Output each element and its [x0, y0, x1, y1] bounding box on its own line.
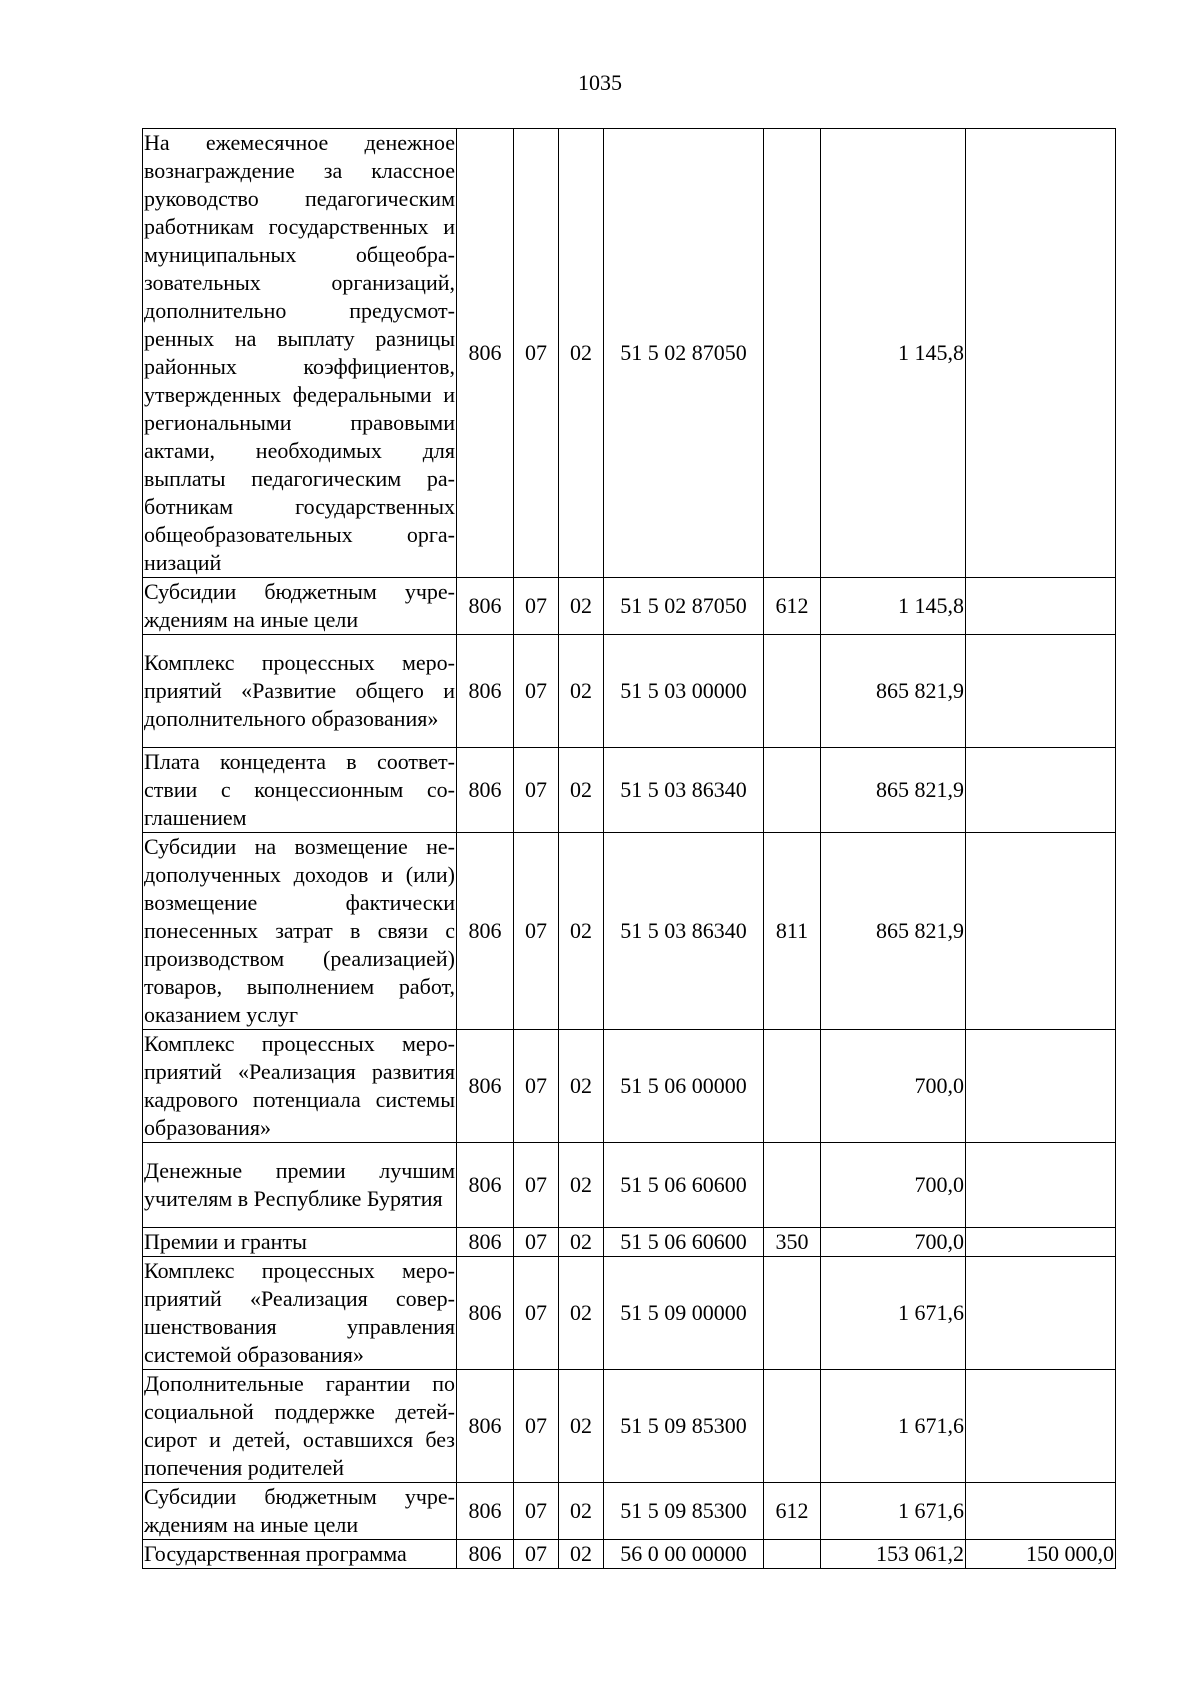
ministry-code: 806 [457, 1228, 514, 1257]
amount-year-2 [966, 833, 1116, 1030]
table-row [143, 1540, 1116, 1569]
row-name: Субсидии на возмещение недополученных доходов и (или) возмещение фактически понесенных затрат в связи с производством (реализацией) товаров, выполнением работ, оказанием услуг [143, 833, 457, 1030]
subsection-code: 02 [559, 129, 604, 578]
section-code: 07 [514, 748, 559, 833]
ministry-code: 806 [457, 748, 514, 833]
section-code: 07 [514, 1257, 559, 1370]
amount-year-2 [966, 1257, 1116, 1370]
amount-year-1: 1 671,6 [821, 1483, 966, 1540]
table-row [143, 1370, 1116, 1483]
target-article-code: 51 5 02 87050 [604, 578, 764, 635]
amount-year-2 [966, 748, 1116, 833]
expense-type-code [764, 1540, 821, 1569]
subsection-code: 02 [559, 748, 604, 833]
target-article-code: 51 5 06 00000 [604, 1030, 764, 1143]
table-row [143, 635, 1116, 748]
amount-year-1: 700,0 [821, 1030, 966, 1143]
amount-year-1: 700,0 [821, 1228, 966, 1257]
table-row [143, 578, 1116, 635]
table-row [143, 748, 1116, 833]
amount-year-1: 1 671,6 [821, 1257, 966, 1370]
section-code: 07 [514, 578, 559, 635]
amount-year-1: 153 061,2 [821, 1540, 966, 1569]
amount-year-2 [966, 1030, 1116, 1143]
ministry-code: 806 [457, 635, 514, 748]
amount-year-1: 865 821,9 [821, 748, 966, 833]
expense-type-code: 350 [764, 1228, 821, 1257]
expense-type-code: 612 [764, 1483, 821, 1540]
row-name: Комплекс процессных мероприятий «Реализация совершенствования управления системой образования» [143, 1257, 457, 1370]
table-row [143, 129, 1116, 578]
subsection-code: 02 [559, 1370, 604, 1483]
ministry-code: 806 [457, 1370, 514, 1483]
expense-type-code [764, 1030, 821, 1143]
table-row [143, 1228, 1116, 1257]
table-body [143, 129, 1116, 1569]
table-row [143, 1143, 1116, 1228]
row-name: Государственная программа [143, 1540, 457, 1569]
amount-year-1: 1 145,8 [821, 129, 966, 578]
target-article-code: 51 5 02 87050 [604, 129, 764, 578]
section-code: 07 [514, 833, 559, 1030]
row-name: Комплекс процессных мероприятий «Реализация развития кадрового потенциала системы образования» [143, 1030, 457, 1143]
section-code: 07 [514, 1483, 559, 1540]
amount-year-2 [966, 129, 1116, 578]
expense-type-code: 612 [764, 578, 821, 635]
ministry-code: 806 [457, 578, 514, 635]
target-article-code: 51 5 03 86340 [604, 748, 764, 833]
table-row [143, 1257, 1116, 1370]
amount-year-2: 150 000,0 [966, 1540, 1116, 1569]
target-article-code: 51 5 03 00000 [604, 635, 764, 748]
table-row [143, 1030, 1116, 1143]
row-name: Денежные премии лучшим учителям в Республике Бурятия [143, 1143, 457, 1228]
ministry-code: 806 [457, 1030, 514, 1143]
target-article-code: 51 5 09 00000 [604, 1257, 764, 1370]
row-name: Комплекс процессных мероприятий «Развитие общего и дополнительного образования» [143, 635, 457, 748]
expense-type-code: 811 [764, 833, 821, 1030]
ministry-code: 806 [457, 833, 514, 1030]
subsection-code: 02 [559, 578, 604, 635]
target-article-code: 51 5 09 85300 [604, 1370, 764, 1483]
budget-table [142, 128, 1116, 1569]
amount-year-1: 1 145,8 [821, 578, 966, 635]
subsection-code: 02 [559, 635, 604, 748]
ministry-code: 806 [457, 129, 514, 578]
subsection-code: 02 [559, 1030, 604, 1143]
amount-year-2 [966, 1370, 1116, 1483]
subsection-code: 02 [559, 1143, 604, 1228]
amount-year-1: 700,0 [821, 1143, 966, 1228]
ministry-code: 806 [457, 1483, 514, 1540]
target-article-code: 51 5 06 60600 [604, 1228, 764, 1257]
amount-year-2 [966, 578, 1116, 635]
row-name: Премии и гранты [143, 1228, 457, 1257]
expense-type-code [764, 1257, 821, 1370]
row-name: На ежемесячное денежное вознаграждение за классное руководство педагогическим работникам государственных и муниципальных общеобразовательных организаций, дополнительно предусмотренных на выплату разницы районных коэффициентов, утвержденных федеральными и региональными правовыми актами, необходимых для выплаты педагогическим работникам государственных общеобразовательных организаций [143, 129, 457, 578]
section-code: 07 [514, 1370, 559, 1483]
section-code: 07 [514, 1030, 559, 1143]
subsection-code: 02 [559, 1483, 604, 1540]
expense-type-code [764, 1143, 821, 1228]
subsection-code: 02 [559, 833, 604, 1030]
section-code: 07 [514, 635, 559, 748]
ministry-code: 806 [457, 1540, 514, 1569]
subsection-code: 02 [559, 1228, 604, 1257]
target-article-code: 51 5 03 86340 [604, 833, 764, 1030]
expense-type-code [764, 129, 821, 578]
section-code: 07 [514, 129, 559, 578]
section-code: 07 [514, 1540, 559, 1569]
amount-year-1: 865 821,9 [821, 833, 966, 1030]
section-code: 07 [514, 1143, 559, 1228]
amount-year-1: 1 671,6 [821, 1370, 966, 1483]
target-article-code: 51 5 09 85300 [604, 1483, 764, 1540]
subsection-code: 02 [559, 1540, 604, 1569]
expense-type-code [764, 1370, 821, 1483]
row-name: Субсидии бюджетным учреждениям на иные цели [143, 1483, 457, 1540]
expense-type-code [764, 635, 821, 748]
amount-year-2 [966, 635, 1116, 748]
page-number: 1035 [578, 70, 622, 95]
section-code: 07 [514, 1228, 559, 1257]
amount-year-1: 865 821,9 [821, 635, 966, 748]
row-name: Плата концедента в соответствии с концессионным соглашением [143, 748, 457, 833]
table-row [143, 833, 1116, 1030]
row-name: Дополнительные гарантии по социальной поддержке детей-сирот и детей, оставшихся без попечения родителей [143, 1370, 457, 1483]
amount-year-2 [966, 1143, 1116, 1228]
amount-year-2 [966, 1228, 1116, 1257]
expense-type-code [764, 748, 821, 833]
target-article-code: 51 5 06 60600 [604, 1143, 764, 1228]
subsection-code: 02 [559, 1257, 604, 1370]
ministry-code: 806 [457, 1257, 514, 1370]
target-article-code: 56 0 00 00000 [604, 1540, 764, 1569]
amount-year-2 [966, 1483, 1116, 1540]
row-name: Субсидии бюджетным учреждениям на иные цели [143, 578, 457, 635]
ministry-code: 806 [457, 1143, 514, 1228]
table-row [143, 1483, 1116, 1540]
